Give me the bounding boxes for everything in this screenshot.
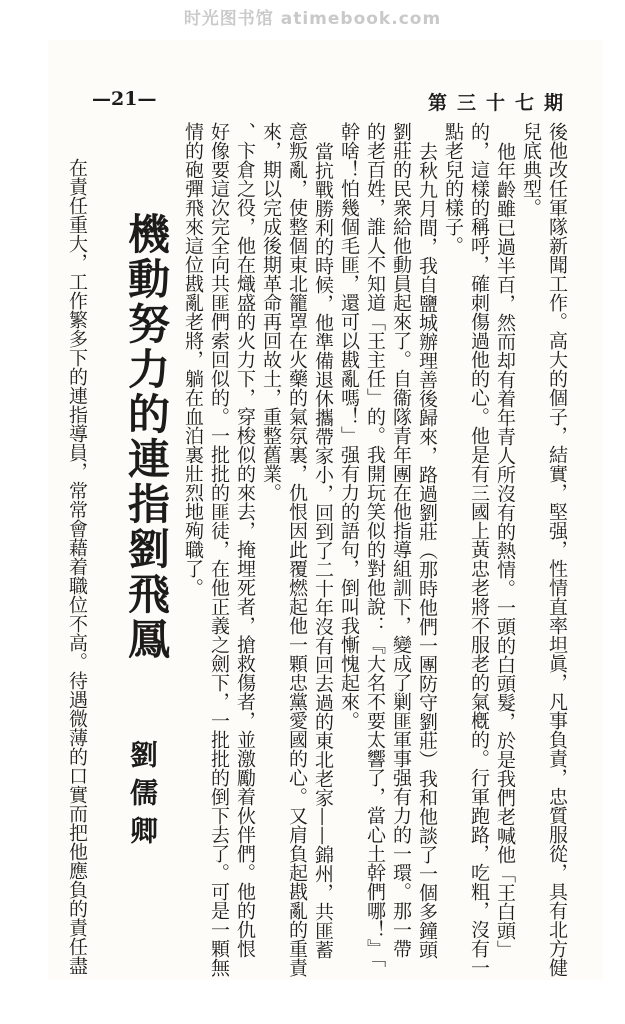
text-column: 的老百姓，誰人不知道「王主任」的。我開玩笑似的對他說：『大名不要太響了，當心土幹們哪！』「	[364, 122, 386, 968]
text-column: 去秋九月間，我自鹽城辦理善後歸來，路過劉莊（那時他們一團防守劉莊）我和他談了一個多鐘頭	[416, 142, 438, 959]
text-column: 他年齡雖已過半百，然而却有着年青人所沒有的熱情。一頭的白頭髮，於是我們老喊他「王白頭」	[494, 142, 516, 959]
site-watermark: 时光图书馆 atimebook.com	[183, 9, 442, 29]
text-column: 後他改任軍隊新聞工作。高大的個子，結實，堅强，性情直率坦眞，凡事負責，忠質服從，具有北方健	[546, 122, 568, 977]
text-column: 好像要這次完全向共匪們索回似的。一批批的匪徒，在他正義之劍下，一批批的倒下去了。可是一顆無	[208, 122, 230, 977]
text-column: 、卞倉之役，他在熾盛的火力下，穿梭似的來去，掩埋死者，搶救傷者，並激勵着伙伴們。他的仇恨	[234, 122, 256, 958]
text-column: 的，這樣的稱呼，確刺傷過他的心。他是有三國上黃忠老將不服老的氣槪的。行軍跑路，吃粗，沒有一	[468, 122, 490, 977]
text-column: 情的砲彈飛來這位戡亂老將，躺在血泊裏壯烈地殉職了。	[182, 122, 204, 597]
text-column: 點老兒的樣子。	[442, 122, 464, 255]
text-column: 幹啥！怕幾個毛匪，還可以戡亂嗎！」强有力的語句，倒叫我慚愧起來。	[338, 122, 360, 730]
issue-header: 第三十七期	[427, 92, 573, 114]
article-title: 機動努力的連指劉飛鳳	[122, 212, 171, 662]
article-author: 劉儒卿	[126, 740, 159, 854]
text-column: 來，期以完成後期革命再回故土，重整舊業。	[260, 122, 282, 502]
text-column: 兒底典型。	[520, 122, 542, 217]
text-column: 當抗戰勝利的時候，他準備退休攜帶家小，回到了二十年沒有回去過的東北老家——錦州，共匪蓄	[312, 142, 334, 959]
text-column: 劉莊的民衆給他動員起來了。自衞隊青年團在他指導組訓下，變成了剿匪軍事强有力的一環。那一帶	[390, 122, 412, 958]
page-number: —21—	[92, 88, 157, 110]
text-column: 意叛亂，使整個東北籠罩在火藥的氣氛裏，仇恨因此覆燃起他一顆忠黨愛國的心。又肩負起戡亂的重責	[286, 122, 308, 977]
text-column: 在責任重大，工作繁多下的連指導員，常常會藉着職位不高。待遇微薄的口實而把他應負的責任盡	[66, 158, 88, 975]
